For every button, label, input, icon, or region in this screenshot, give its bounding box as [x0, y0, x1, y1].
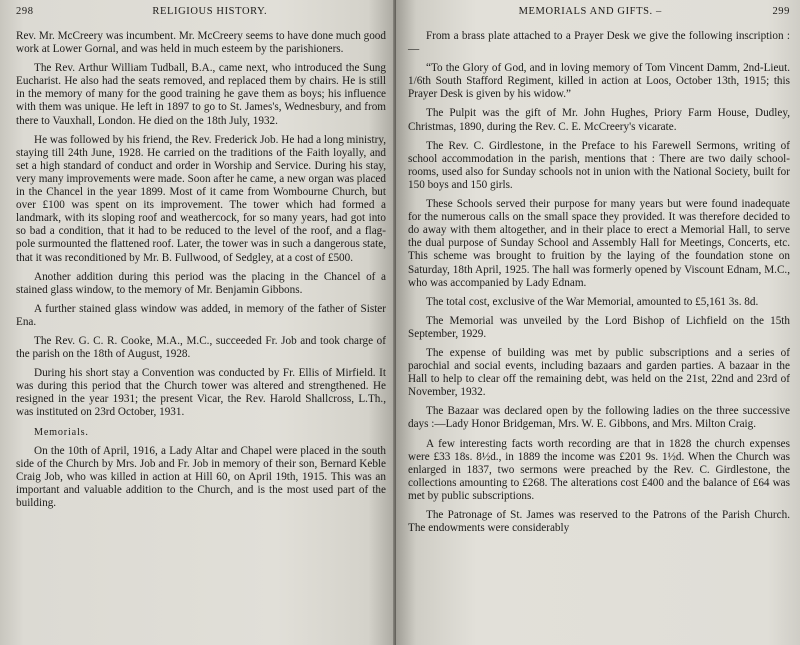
right-running-head: [408, 6, 790, 22]
paragraph: He was followed by his friend, the Rev. Frederick Job. He had a long ministry, staying till 24th June, 1928. He carried on the traditions of the Faith loyally, and set a high standard of conduct and order in Worship and Service. During his stay, very many improvements were made. Soon after he came, a new organ was placed in the Chancel in the year 1899. Most of it came from Wombourne Church, but over £100 was spent on its improvement. The tower which had formed a landmark, with its sloping roof and weathercock, for so many years, had got into so bad a condition, that it had to be reduced to the level of the roof, and a flag-pole surmounted the flattened roof. Later, the tower was in such a dangerous state, that it was reconditioned by Mr. B. Fullwood, of Sedgley, at a cost of £500.: [16, 133, 386, 264]
paragraph: Another addition during this period was the placing in the Chancel of a stained glass window, to the memory of Mr. Benjamin Gibbons.: [16, 270, 386, 296]
paragraph: These Schools served their purpose for many years but were found inadequate for the numerous calls on the small space they provided. It was therefore decided to do away with them altogether, and in their place to erect a Memorial Hall, to serve the dual purpose of Sunday School and Assembly Hall for Meetings, Concerts, etc. This scheme was brought to fruition by the laying of the foundation stone on Saturday, 18th April, 1925. The hall was formerly opened by Viscount Ednam, M.C., who was accompanied by Lady Ednam.: [408, 198, 790, 289]
left-page: [0, 0, 396, 645]
left-page-number: 298: [16, 6, 34, 17]
paragraph: The Rev. G. C. R. Cooke, M.A., M.C., succeeded Fr. Job and took charge of the parish on the 18th of August, 1928.: [16, 334, 386, 361]
paragraph: The Rev. Arthur William Tudball, B.A., came next, who introduced the Sung Eucharist. He also had the seats removed, and replaced them by chairs. He is still in the memory of many for the good training he gave them as boys; his influence with them was unique. He left in 1897 to go to St. James's, Wednesbury, and from there to Vauxhall, London. He died on the 18th July, 1932.: [16, 62, 386, 127]
paragraph: A further stained glass window was added, in memory of the father of Sister Ena.: [16, 302, 386, 328]
left-running-title: RELIGIOUS HISTORY.: [152, 6, 268, 17]
right-page: [396, 0, 800, 645]
left-running-head: [16, 6, 386, 22]
section-heading: Memorials.: [34, 426, 89, 438]
paragraph: Rev. Mr. McCreery was incumbent. Mr. McCreery seems to have done much good work at Lower Gornal, and was held in much esteem by the parishioners.: [16, 30, 386, 56]
right-running-title: MEMORIALS AND GIFTS. –: [518, 6, 662, 17]
left-body: [16, 30, 386, 510]
paragraph: From a brass plate attached to a Prayer Desk we give the following inscription :—: [408, 30, 790, 56]
paragraph: During his short stay a Convention was conducted by Fr. Ellis of Mirfield. It was during this period that the Church tower was altered and strengthened. He resigned in the year 1931; the present Vicar, the Rev. Harold Shallcross, L.Th., was instituted on 23rd October, 1931.: [16, 367, 386, 419]
paragraph: The Rev. C. Girdlestone, in the Preface to his Farewell Sermons, writing of school accommodation in the parish, mentions that : There are two daily school-rooms, used also for Sunday schools not in union with the National Society, built for 150 boys and 150 girls.: [408, 139, 790, 191]
right-page-number: 299: [772, 6, 790, 17]
right-body: [408, 30, 790, 535]
paragraph: The Memorial was unveiled by the Lord Bishop of Lichfield on the 15th September, 1929.: [408, 314, 790, 340]
quoted-inscription: “To the Glory of God, and in loving memory of Tom Vincent Damm, 2nd-Lieut. 1/6th South Stafford Regiment, killed in action at Loos, October 13th, 1915; this Prayer Desk is given by his widow.”: [408, 62, 790, 101]
paragraph: On the 10th of April, 1916, a Lady Altar and Chapel were placed in the south side of the Church by Mrs. Job and Fr. Job in memory of their son, Bernard Keble Craig Job, who was killed in action at Hill 60, on April 19th, 1915. This was an important and valuable addition to the Church, and is the most used part of the building.: [16, 444, 386, 509]
paragraph: A few interesting facts worth recording are that in 1828 the church expenses were £33 18s. 8½d., in 1889 the income was £201 9s. 1½d. When the Church was enlarged in 1837, two sermons were preached by the Rev. C. Girdlestone, the collections amounting to £268. The alterations cost £400 and the balance of £64 was met by public subscriptions.: [408, 437, 790, 502]
paragraph: The Patronage of St. James was reserved to the Patrons of the Parish Church. The endowments were considerably: [408, 509, 790, 535]
paragraph: The Bazaar was declared open by the following ladies on the three successive days :—Lady Honor Bridgeman, Mrs. W. E. Gibbons, and Mrs. Milton Craig.: [408, 405, 790, 431]
paragraph: The Pulpit was the gift of Mr. John Hughes, Priory Farm House, Dudley, Christmas, 1890, during the Rev. C. E. McCreery's vicarate.: [408, 107, 790, 133]
paragraph: The expense of building was met by public subscriptions and a series of parochial and social events, including bazaars and garden parties. A bazaar in the Hall to help to clear off the remaining debt, was held on the 21st, 22nd and 23rd of November, 1932.: [408, 346, 790, 399]
paragraph: The total cost, exclusive of the War Memorial, amounted to £5,161 3s. 8d.: [426, 295, 759, 308]
